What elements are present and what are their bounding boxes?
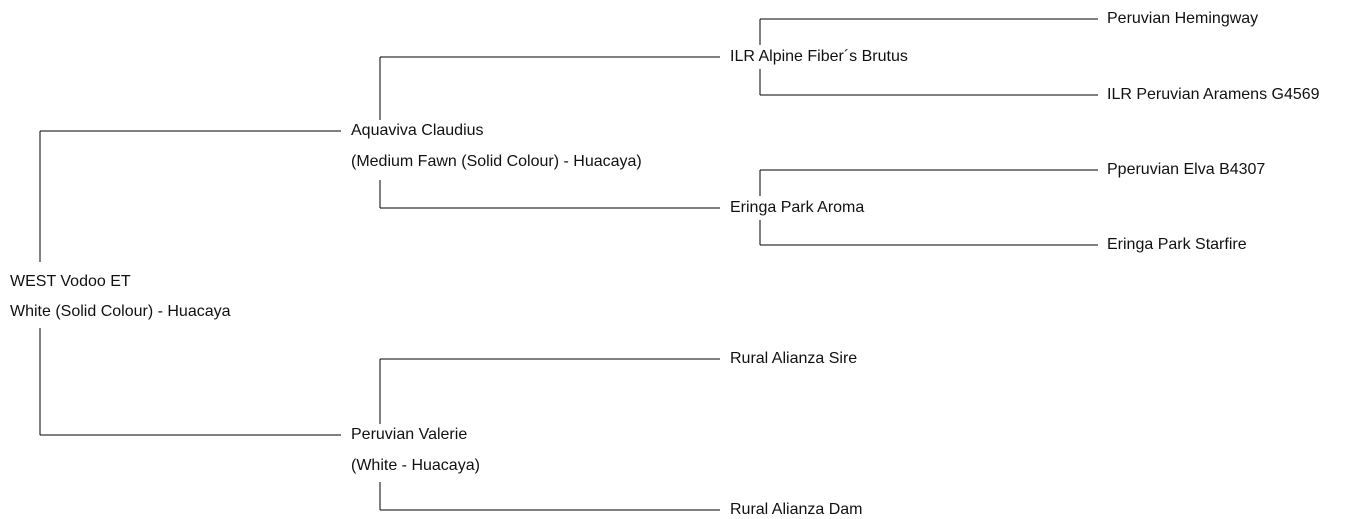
sire-dam-dam-name[interactable]: Eringa Park Starfire	[1107, 236, 1247, 253]
sire-sire-name[interactable]: ILR Alpine Fiber´s Brutus	[730, 48, 908, 65]
sire-description: (Medium Fawn (Solid Colour) - Huacaya)	[351, 153, 642, 170]
sire-sire-dam-name[interactable]: ILR Peruvian Aramens G4569	[1107, 86, 1320, 103]
dam-sire-name[interactable]: Rural Alianza Sire	[730, 350, 858, 367]
sire-sire-sire-name[interactable]: Peruvian Hemingway	[1107, 10, 1259, 27]
sire-dam-sire-name[interactable]: Pperuvian Elva B4307	[1107, 161, 1266, 178]
dam-description: (White - Huacaya)	[351, 457, 480, 474]
sire-name[interactable]: Aquaviva Claudius	[351, 122, 484, 139]
dam-dam-name[interactable]: Rural Alianza Dam	[730, 501, 863, 518]
dam-name[interactable]: Peruvian Valerie	[351, 426, 468, 443]
subject-description: White (Solid Colour) - Huacaya	[10, 303, 231, 320]
sire-dam-name[interactable]: Eringa Park Aroma	[730, 199, 865, 216]
subject-name[interactable]: WEST Vodoo ET	[10, 273, 131, 290]
